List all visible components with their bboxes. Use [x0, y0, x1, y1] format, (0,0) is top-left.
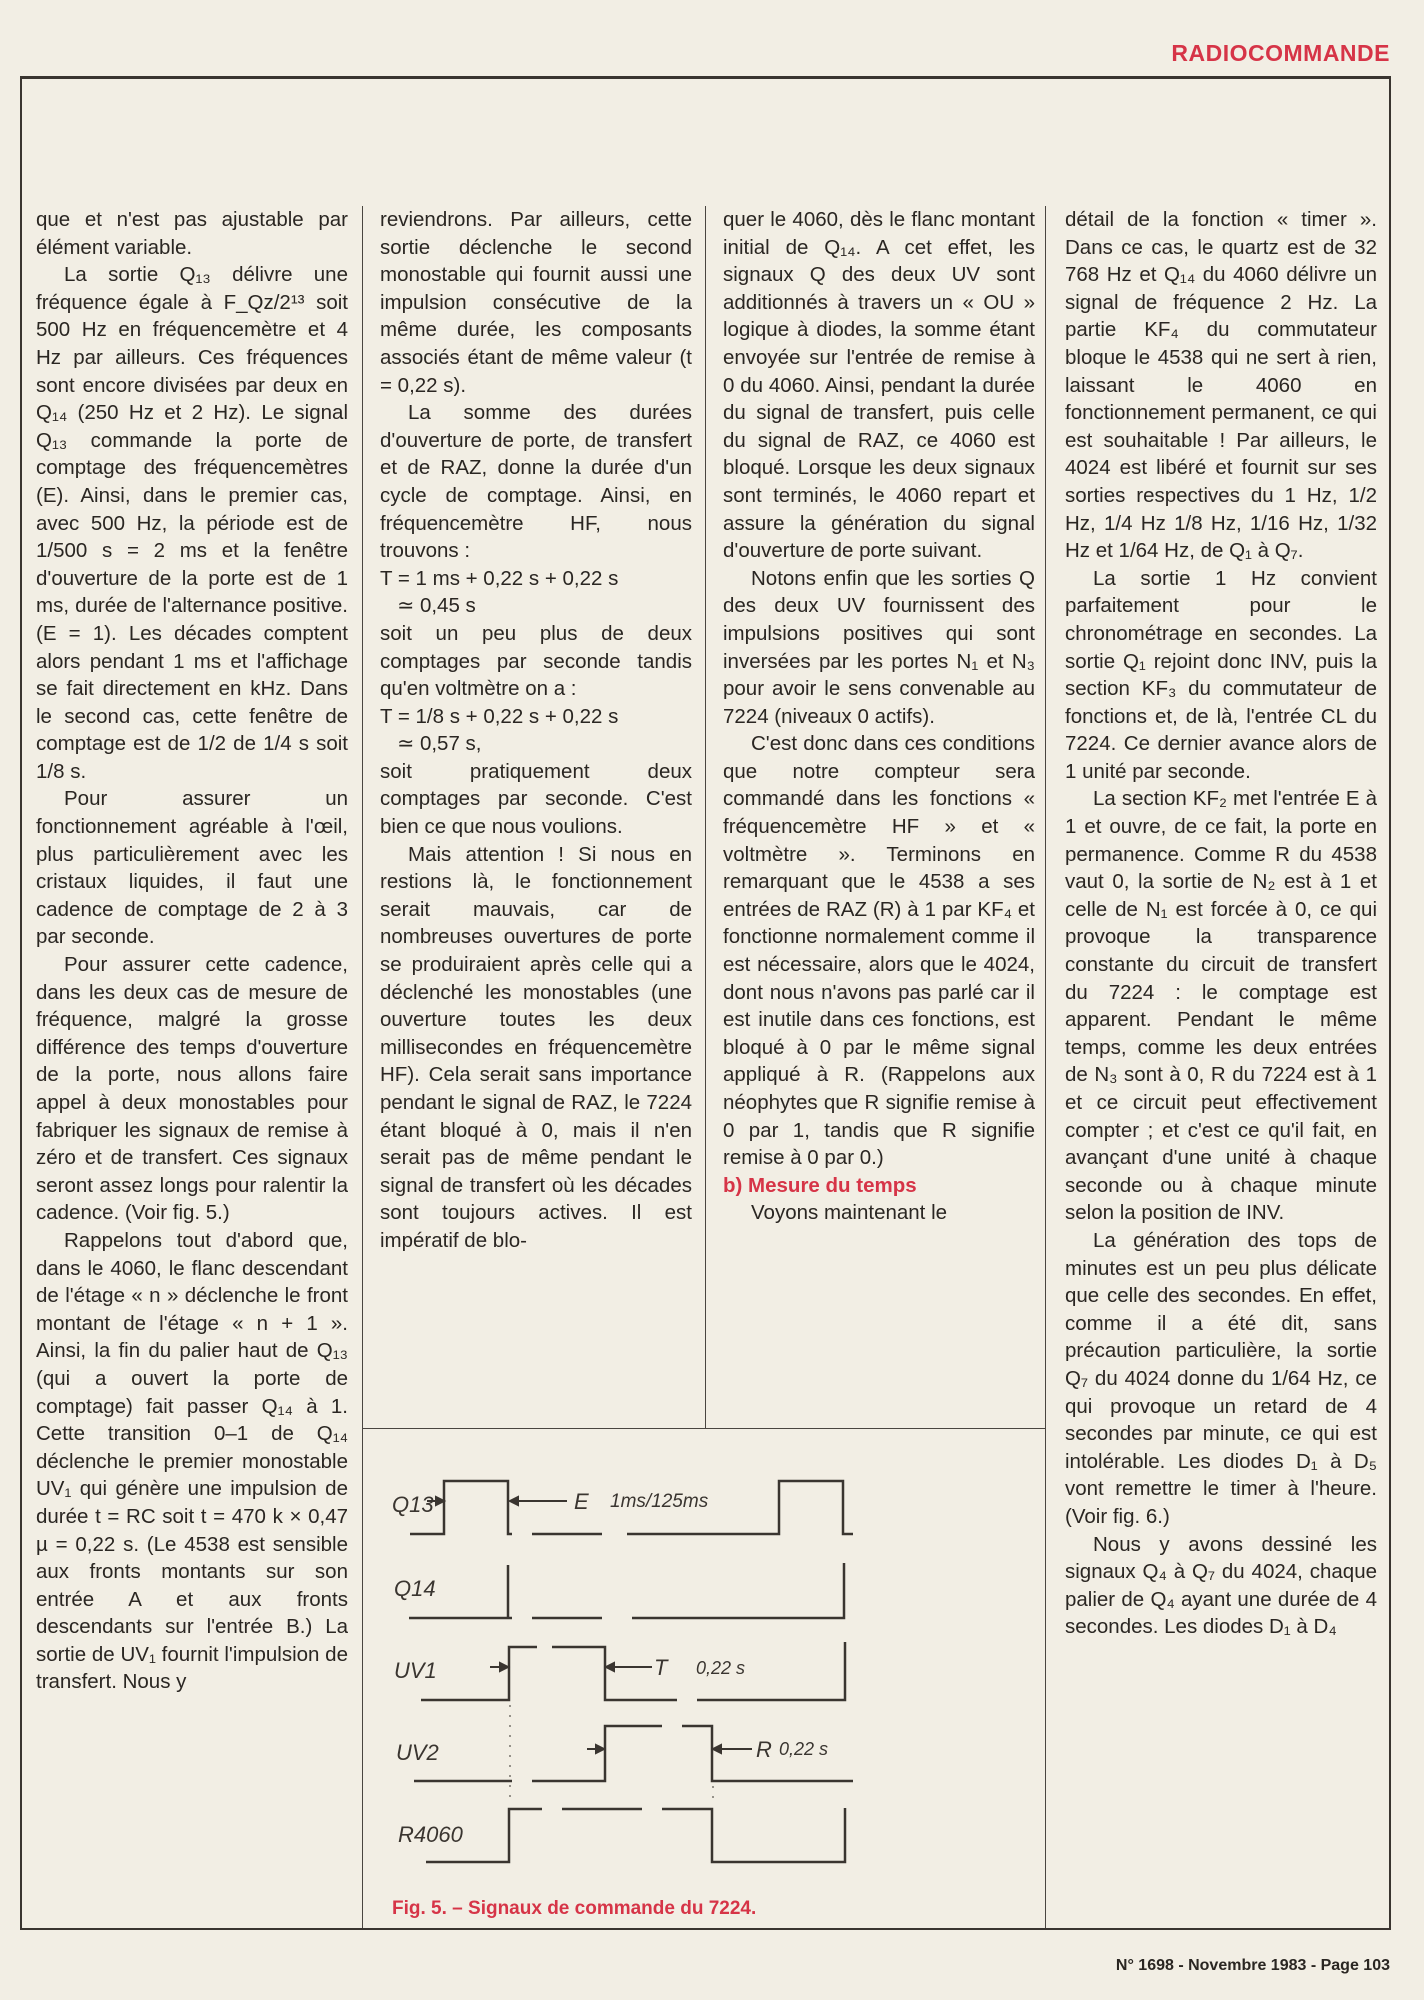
- paragraph: détail de la fonction « timer ». Dans ce cas, le quartz est de 32 768 Hz et Q₁₄ du 4060 délivre un signal de fréquence 2 Hz. La partie KF₄ du commutateur bloque le 4538 qui ne sert à rien, laissant le 4060 en fonctionnement permanent, ce qui est souhaitable ! Par ailleurs, le 4024 est libéré et fournit sur ses sorties respectives du 1 Hz, 1/2 Hz, 1/4 Hz 1/8 Hz, 1/16 Hz, 1/32 Hz et 1/64 Hz, de Q₁ à Q₇.: [1065, 208, 1377, 563]
- paragraph: Voyons maintenant le: [751, 1201, 948, 1225]
- formula: T = 1 ms + 0,22 s + 0,22 s: [380, 566, 619, 590]
- annotation-e-value: 1ms/125ms: [610, 1491, 709, 1512]
- section-header: RADIOCOMMANDE: [1171, 40, 1390, 66]
- signal-label-uv2: UV2: [396, 1740, 439, 1765]
- arrows: [427, 1497, 752, 1753]
- waveform-q14: [409, 1563, 844, 1618]
- paragraph: La sortie 1 Hz convient parfaitement pour le chronométrage en secondes. La sortie Q₁ rejoint donc INV, puis la section KF₃ du commutateur de fonctions et, de là, l'entrée CL du 7224. Ce dernier avance alors de 1 unité par seconde.: [1065, 566, 1377, 783]
- waveform-uv1: [421, 1642, 845, 1700]
- frame-top-rule: [20, 76, 1390, 79]
- frame-left-rule: [20, 76, 22, 1928]
- formula: T = 1/8 s + 0,22 s + 0,22 s: [380, 704, 619, 728]
- formula: ≃ 0,57 s,: [380, 732, 482, 756]
- annotation-e: E: [574, 1489, 589, 1514]
- paragraph: La sortie Q₁₃ délivre une fréquence égale à F_Qz/2¹³ soit 500 Hz en fréquencemètre et 4 Hz par ailleurs. Ces fréquences sont encore divisées par deux en Q₁₄ (250 Hz et 2 Hz). Le signal Q₁₃ commande la porte de comptage des fréquencemètres (E). Ainsi, dans le premier cas, avec 500 Hz, la période est de 1/500 s = 2 ms et la fenêtre d'ouverture de la porte est de 1 ms, durée de l'alternance positive. (E = 1). Les décades comptent alors pendant 1 ms et l'affichage se fait directement en kHz. Dans le second cas, cette fenêtre de comptage est de 1/2 de 1/4 s soit 1/8 s.: [36, 263, 348, 783]
- figure-5-timing-diagram: [362, 1430, 1045, 1928]
- text-column-1: [36, 206, 348, 1916]
- annotation-t: T: [654, 1655, 668, 1680]
- paragraph: La section KF₂ met l'entrée E à 1 et ouvre, de ce fait, la porte en permanence. Comme R du 4538 vaut 0, la sortie de N₂ est à 1 et celle de N₁ est forcée à 0, ce qui provoque la transparence constante du circuit de transfert du 7224 : le comptage est apparent. Pendant le même temps, comme les deux entrées de N₃ sont à 0, R du 7224 est à 1 et ce circuit peut effectivement compter ; et c'est ce qu'il fait, en avançant d'une unité à chaque seconde ou à chaque minute selon la position de INV.: [1065, 787, 1377, 1225]
- paragraph: Pour assurer cette cadence, dans les deux cas de mesure de fréquence, malgré la grosse différence des temps d'ouverture de la porte, nous allons faire appel à deux monostables pour fabriquer les signaux de remise à zéro et de transfert. Ces signaux seront assez longs pour ralentir la cadence. (Voir fig. 5.): [36, 953, 348, 1225]
- signal-label-q13: Q13: [392, 1492, 434, 1517]
- annotation-t-value: 0,22 s: [696, 1658, 746, 1678]
- paragraph: Nous y avons dessiné les signaux Q₄ à Q₇ du 4024, chaque palier de Q₄ ayant une durée de 4 secondes. Les diodes D₁ à D₄: [1065, 1532, 1377, 1639]
- signal-label-q14: Q14: [394, 1576, 436, 1601]
- text-column-2: [380, 206, 692, 1421]
- signal-label-r4060: R4060: [398, 1822, 463, 1847]
- page-footer: N° 1698 - Novembre 1983 - Page 103: [1115, 1957, 1390, 1974]
- paragraph: C'est donc dans ces conditions que notre compteur sera commandé dans les fonctions « fréquencemètre HF » et « voltmètre ». Terminons en remarquant que le 4538 a ses entrées de RAZ (R) à 1 par KF₄ et fonctionne normalement comme il est nécessaire, alors que le 4024, dont nous n'avons pas parlé car il est inutile dans ces fonctions, est bloqué à 0 par le même signal appliqué à R. (Rappelons aux néophytes que R signifie remise à 0 par 1, tandis que R signifie remise à 0 par 0.): [723, 732, 1035, 1170]
- annotation-r-value: 0,22 s: [779, 1739, 829, 1759]
- dotted-guides: [510, 1705, 713, 1806]
- signal-label-uv1: UV1: [394, 1658, 437, 1683]
- subheading: b) Mesure du temps: [723, 1173, 917, 1197]
- figure-top-rule: [362, 1428, 1045, 1429]
- paragraph: reviendrons. Par ailleurs, cette sortie déclenche le second monostable qui fournit aussi une impulsion consécutive de la même durée, les composants associés étant de même valeur (t = 0,22 s).: [380, 208, 692, 397]
- figure-caption: Fig. 5. – Signaux de commande du 7224.: [392, 1898, 757, 1919]
- paragraph: Rappelons tout d'abord que, dans le 4060, le flanc descendant de l'étage « n » déclenche le front montant de l'étage « n + 1 ». Ainsi, la fin du palier haut de Q₁₃ (qui a ouvert la porte de comptage) fait passer Q₁₄ à 1. Cette transition 0–1 de Q₁₄ déclenche le premier monostable UV₁ qui génère une impulsion de durée t = RC soit t = 470 k × 0,47 µ = 0,22 s. (Le 4538 est sensible aux fronts montants sur son entrée A et aux fronts descendants sur l'entrée B.) La sortie de UV₁ fournit l'impulsion de transfert. Nous y: [36, 1228, 348, 1694]
- paragraph: Notons enfin que les sorties Q des deux UV fournissent des impulsions positives qui sont inversées par les portes N₁ et N₃ pour avoir le sens convenable au 7224 (niveaux 0 actifs).: [723, 566, 1035, 728]
- paragraph: Pour assurer un fonctionnement agréable à l'œil, plus particulièrement avec les cristaux liquides, il faut une cadence de comptage de 2 à 3 par seconde.: [36, 787, 348, 949]
- column-divider: [1045, 206, 1046, 1928]
- column-divider: [705, 206, 706, 1428]
- paragraph: La génération des tops de minutes est un peu plus délicate que celle des secondes. En effet, comme il a été dit, sans précaution particulière, la sortie Q₇ du 4024 donne du 1/64 Hz, ce qui provoque un retard de 4 secondes par minute, ce qui est intolérable. Les diodes D₁ à D₅ vont remettre le timer à l'heure. (Voir fig. 6.): [1065, 1228, 1377, 1528]
- text-column-4: [1065, 206, 1377, 1916]
- paragraph: Mais attention ! Si nous en restions là, le fonctionnement serait mauvais, car de nombreuses ouvertures de porte se produiraient après celle qui a déclenché les monostables (une ouverture toutes les deux millisecondes en fréquencemètre HF). Cela serait sans importance pendant le signal de RAZ, le 7224 étant bloqué à 0, mais il n'en serait pas de même pendant le signal de transfert où les décades sont toujours actives. Il est impératif de blo-: [380, 842, 692, 1252]
- paragraph: soit pratiquement deux comptages par seconde. C'est bien ce que nous voulions.: [380, 759, 692, 839]
- annotation-r: R: [756, 1737, 772, 1762]
- formula: ≃ 0,45 s: [380, 594, 476, 618]
- paragraph: que et n'est pas ajustable par élément variable.: [36, 208, 348, 259]
- paragraph: quer le 4060, dès le flanc montant initial de Q₁₄. A cet effet, les signaux Q des deux UV sont additionnés à travers un « OU » logique à diodes, la somme étant envoyée sur l'entrée de remise à 0 du 4060. Ainsi, pendant la durée du signal de transfert, puis celle du signal de RAZ, ce 4060 est bloqué. Lorsque les deux signaux sont terminés, le 4060 repart et assure la génération du signal d'ouverture de porte suivant.: [723, 208, 1035, 563]
- frame-right-rule: [1389, 76, 1391, 1928]
- text-column-3: [723, 206, 1035, 1421]
- paragraph: La somme des durées d'ouverture de porte, de transfert et de RAZ, donne la durée d'un cycle de comptage. Ainsi, en fréquencemètre HF, nous trouvons :: [380, 401, 692, 563]
- paragraph: soit un peu plus de deux comptages par seconde tandis qu'en voltmètre on a :: [380, 621, 692, 701]
- frame-bottom-rule: [20, 1928, 1391, 1930]
- waveform-r4060: [426, 1808, 845, 1862]
